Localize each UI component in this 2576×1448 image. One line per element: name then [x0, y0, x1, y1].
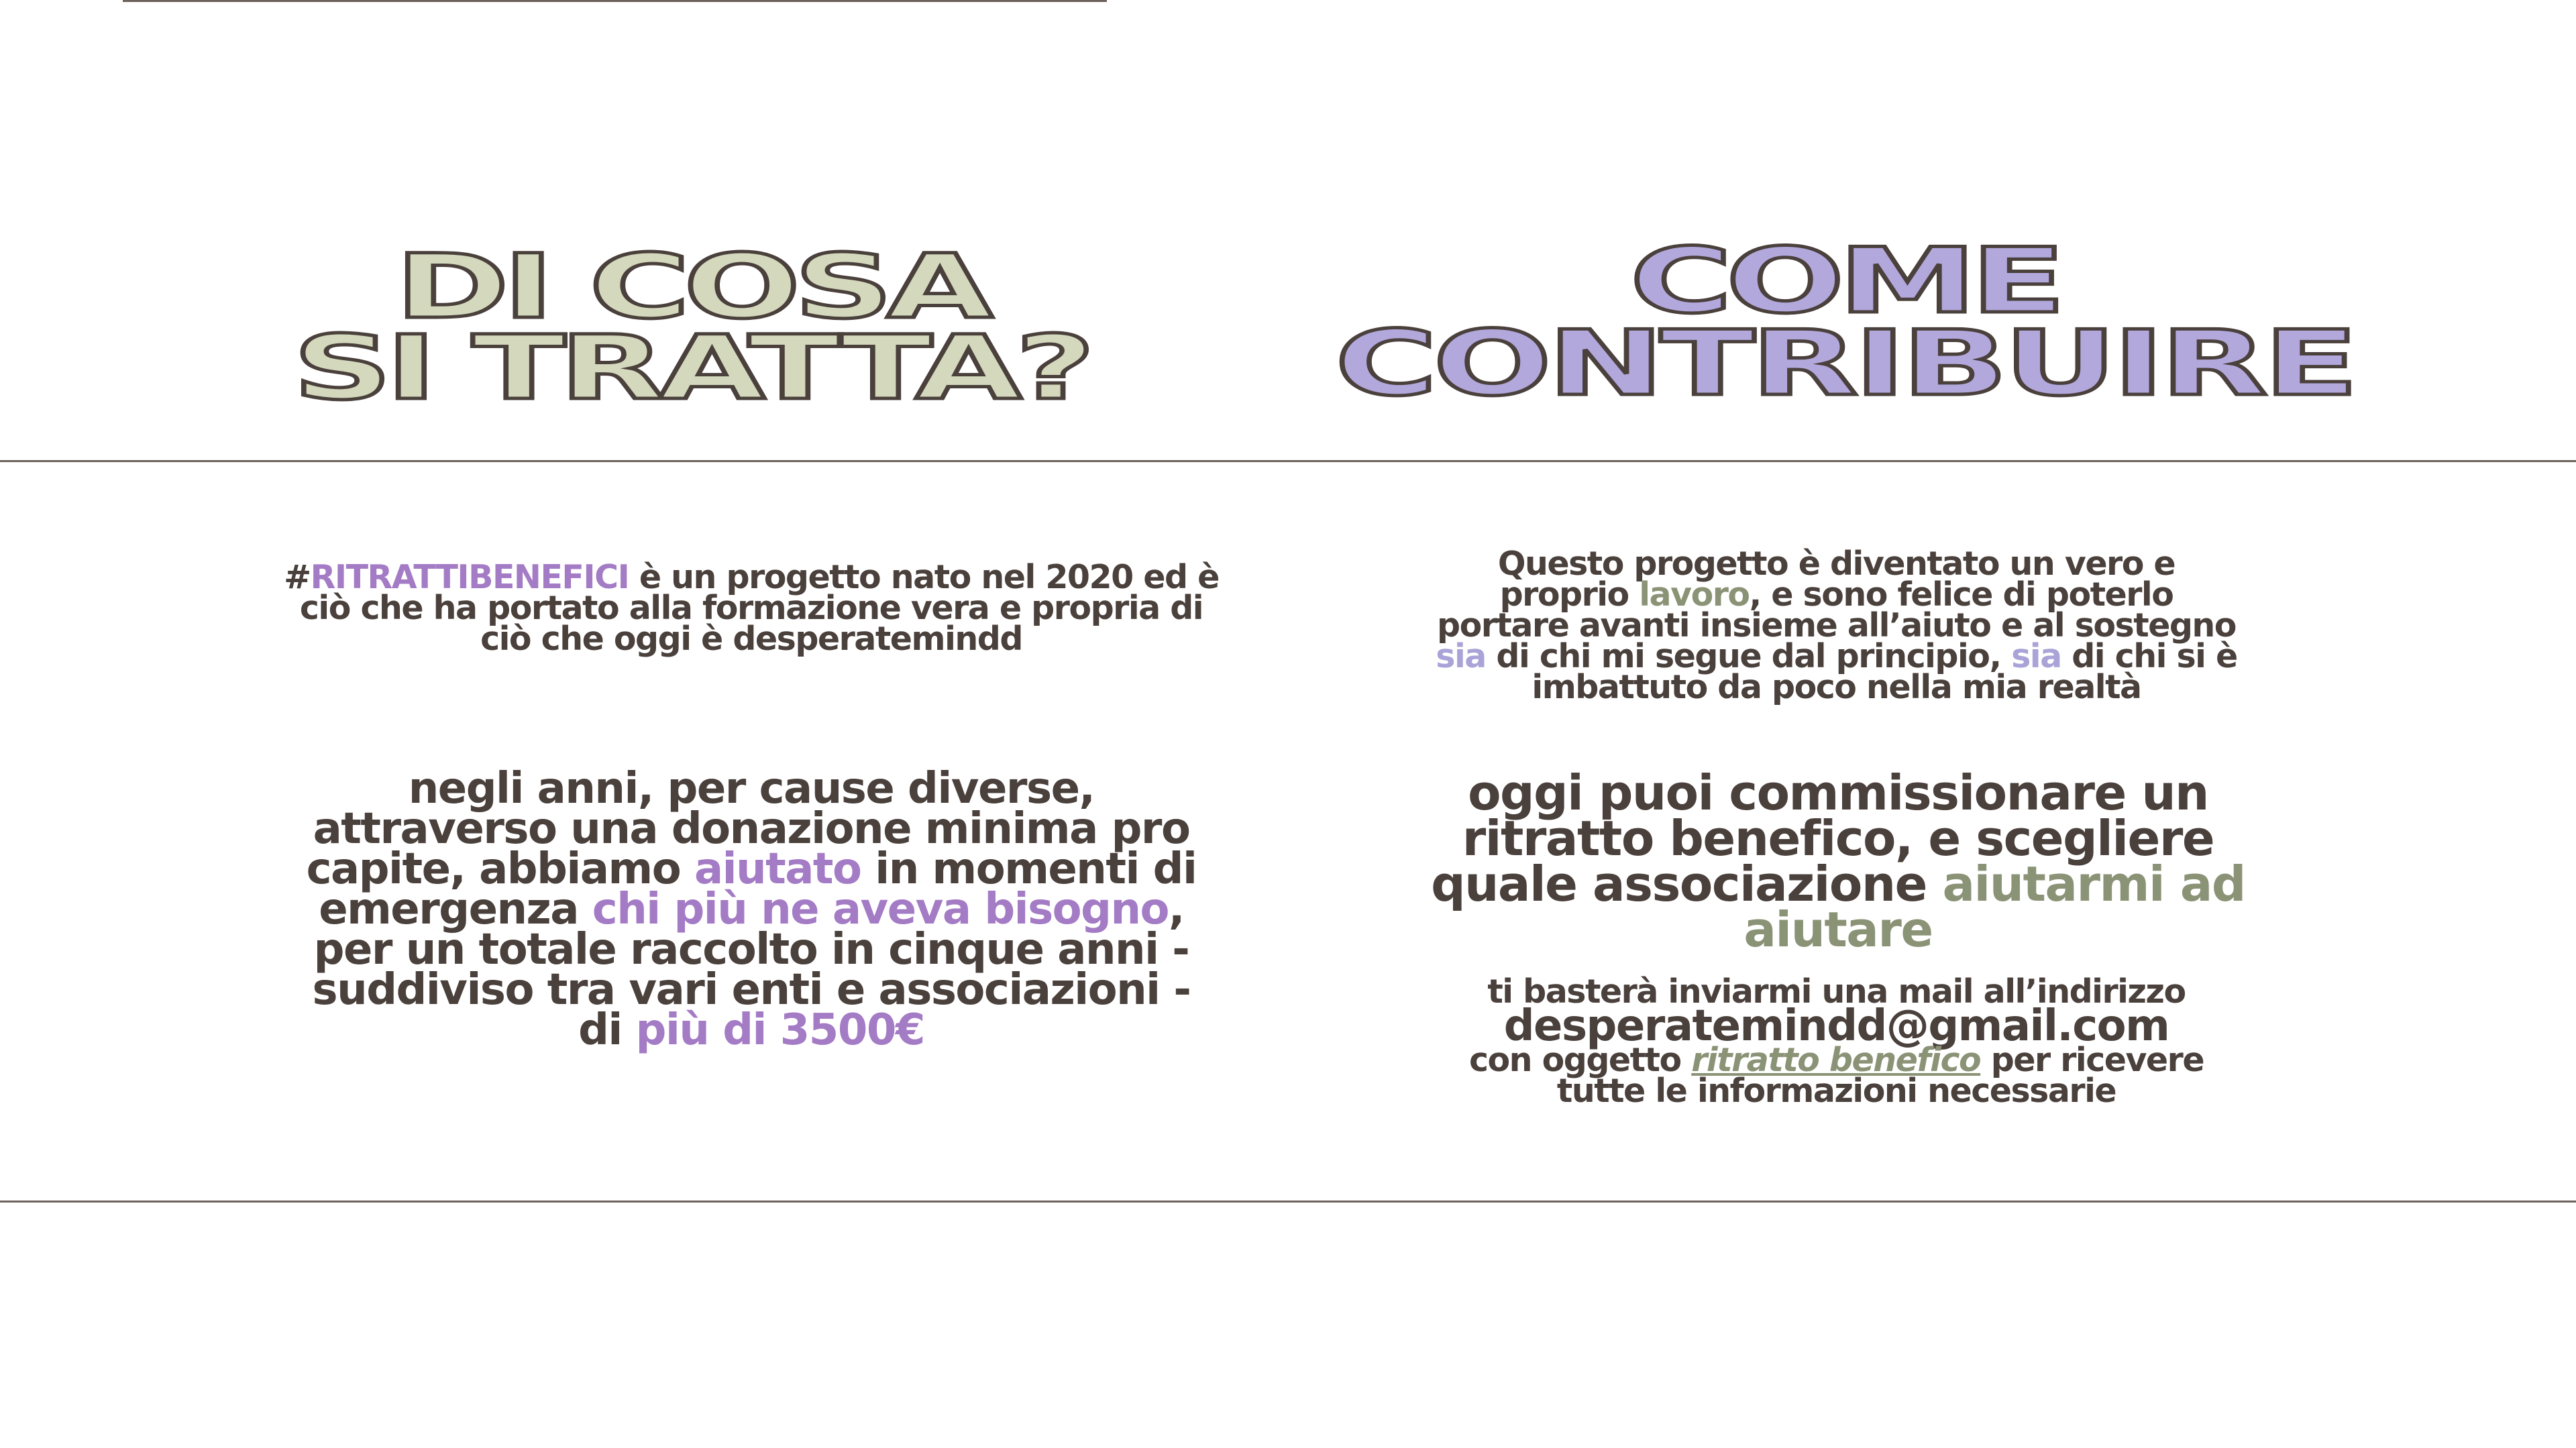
middle-divider	[0, 460, 2576, 462]
subject-link[interactable]: ritratto benefico	[1691, 1041, 1981, 1079]
project-highlight-sia2: sia	[2011, 637, 2061, 675]
project-part1: Questo progetto è diventato un vero e proprio	[1497, 545, 2176, 614]
hashtag: RITRATTIBENEFICI	[310, 558, 629, 596]
project-part4: di chi si è imbattuto da poco nella mia realtà	[1532, 637, 2237, 706]
commission-paragraph	[1382, 765, 2294, 958]
intro-text: è un progetto nato nel 2020 ed è ciò che ha portato alla formazione vera e propria di ciò che oggi è desperatemindd	[299, 558, 1219, 658]
hashtag-prefix: #	[284, 558, 311, 596]
project-paragraph	[1429, 545, 2244, 706]
left-title-line1: DI COSA	[395, 235, 987, 339]
email-address[interactable]: desperatemindd@gmail.com	[1503, 1001, 2169, 1051]
contact-intro: ti basterà inviarmi una mail all’indirizzo	[1487, 972, 2186, 1011]
left-title-line2: SI TRATTA?	[292, 317, 1089, 421]
history-part3: , per un totale raccolto in cinque anni - suddiviso tra vari enti e associazioni - di	[312, 885, 1191, 1055]
project-highlight-sia1: sia	[1436, 637, 1486, 675]
contact-subject-prefix: con oggetto	[1468, 1041, 1692, 1079]
right-section-title	[982, 229, 2576, 416]
project-part2: , e sono felice di poterlo portare avanti insieme all’aiuto e al sostegno	[1437, 575, 2236, 645]
history-highlight-amount: più di 3500€	[635, 1005, 924, 1055]
commission-highlight: aiutarmi ad aiutare	[1743, 856, 2245, 958]
contact-paragraph	[1429, 972, 2244, 1110]
history-part1: negli anni, per cause diverse, attraverso una donazione minima pro capite, abbiamo	[306, 764, 1190, 894]
project-part3: di chi mi segue dal principio,	[1485, 637, 2012, 675]
intro-paragraph	[282, 558, 1221, 658]
right-title-line2: CONTRIBUIRE	[1335, 311, 2355, 416]
history-part2: in momenti di emergenza	[319, 844, 1197, 934]
right-title-line1: COME	[1629, 229, 2060, 333]
history-highlight-aiutato: aiutato	[694, 844, 861, 894]
project-highlight-lavoro: lavoro	[1639, 575, 1750, 614]
bottom-divider	[0, 1201, 2576, 1203]
history-highlight-bisogno: chi più ne aveva bisogno	[592, 885, 1169, 934]
top-divider	[123, 0, 1107, 2]
contact-subject-suffix: per ricevere tutte le informazioni necessarie	[1556, 1041, 2204, 1110]
history-paragraph	[288, 764, 1214, 1055]
commission-text: oggi puoi commissionare un ritratto benefico, e scegliere quale associazione	[1431, 765, 2214, 912]
